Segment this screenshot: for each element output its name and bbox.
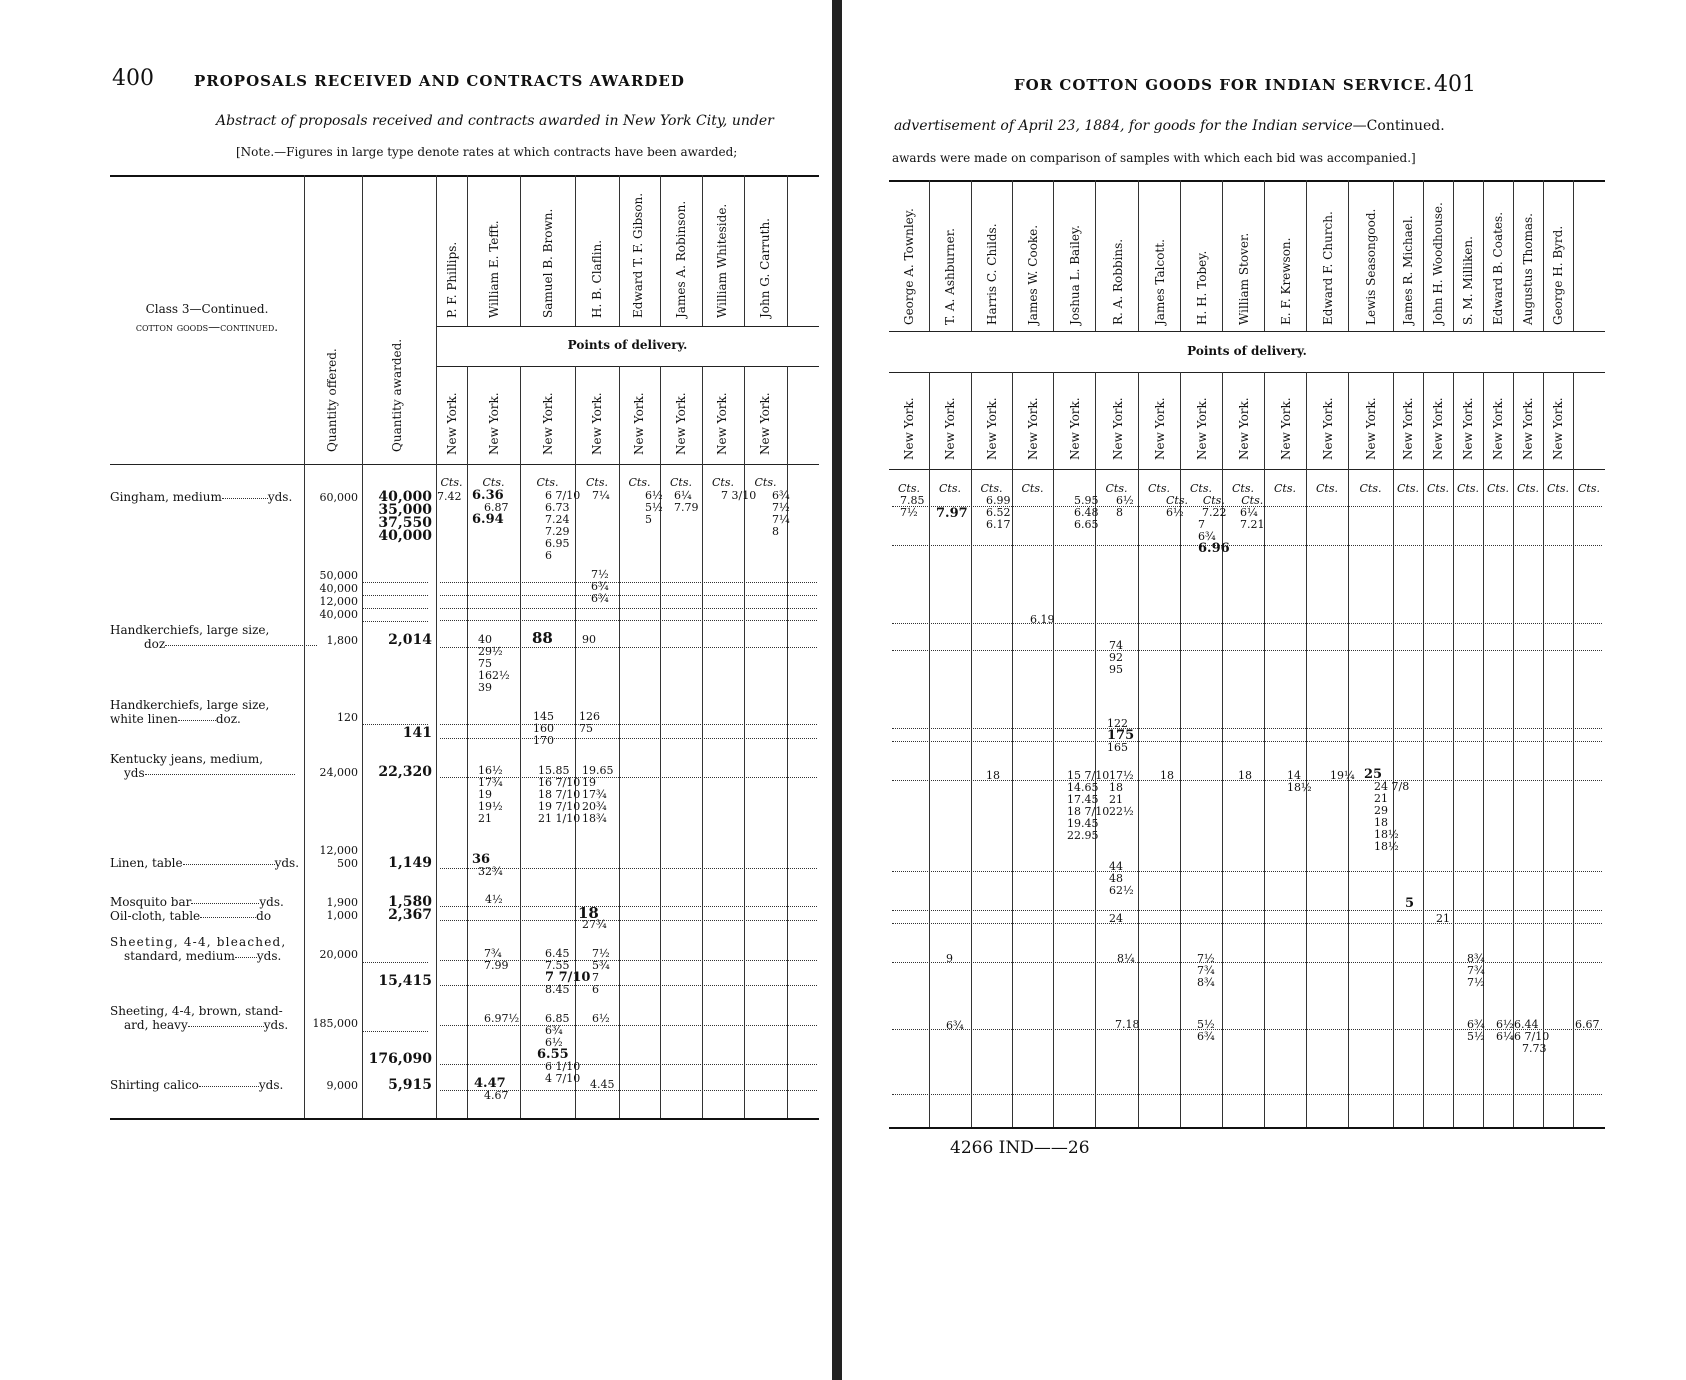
bid-cell: 122 175 165 xyxy=(1107,717,1135,754)
quantity-awarded: 35,000 xyxy=(378,502,432,518)
bid-cell: 19.65 19 17¾ 20¾ 18¾ xyxy=(582,764,614,825)
bid-cell: 7½ 6¾ 6¾ xyxy=(591,568,609,605)
printer-signature: 4266 IND——26 xyxy=(950,1138,1090,1158)
caption: advertisement of April 23, 1884, for goods for the Indian service—Continued. xyxy=(894,118,1445,134)
quantity-offered: 1,800 xyxy=(326,634,358,647)
cents-label: Cts. xyxy=(939,482,961,495)
page-number: 400 xyxy=(112,66,154,91)
left-page: 400 PROPOSALS RECEIVED AND CONTRACTS AWARDED Abstract of proposals received and contracts awarded in New York City, under [Note.—Figures in large type denote rates at which contracts have been awarded; Class 3—Continued. cotton goods—continued. Quantity offered. Quantity awarded. P. F. Phillips. William E. Tefft. Samuel B. Brown. H. B. Claflin. Edward T. F. Gibson. James A. Robinson. William Whiteside. John G. Carruth. Points of delivery. New York. New York. New York. New York. New York. New York. New York. New York. Cts. Cts. Cts. Cts. Cts. Cts. Cts. Cts. Gingham, medium yds. Handkerchiefs, large size, doz Handkerchiefs, large size, white linen doz. Kentucky jeans, medium, yds Linen, table yds. Mosquito bar yds. Oil-cloth, table do Sheeting, 4-4, bleached, standard, medium yds. Sheeting, 4-4, brown, stand- ard, heavy yds. Shirting calico yds. 60,000 50,000 40,000 12,000 40,000 1,800 120 24,000 12,000 500 1,900 1,000 20,000 185,000 9,000 40,000 35,000 37,550 40,000 2,014 141 22,320 1,149 1,580 2,367 15,415 176,090 5,915 7.42 6.36 6.87 6.94 40 29½ 75 162½ 39 16½ 17¾ 19 19½ 21 36 32¾ 4½ 7¾ 7.99 6.97½ 4.47 4.67 6 7/10 6.73 7.24 7.29 6.95 6 88 145 160 170 15.85 16 7/10 18 7/10 19 7/10 21 1/10 6.45 7.55 7 7/10 8.45 6.85 6¾ 6½ 6.55 6 1/10 4 7/10 7¼ 7½ 6¾ 6¾ 90 126 75 19.65 19 17¾ 20¾ 18¾ 18 27¾ 7½ 5¾ 7 6 6½ 4.45 6½ 5½ 5 6¼ 7.79 7 3/10 6¾ 7½ 7¼ 8 xyxy=(0,0,832,1380)
cents-label: Cts. xyxy=(1232,482,1254,495)
bid-value: 6.97½ xyxy=(484,1012,520,1025)
cents-label: Cts. xyxy=(1316,482,1338,495)
item-shirting-calico: Shirting calico yds. xyxy=(110,1078,284,1092)
points-of-delivery: Points of delivery. xyxy=(1187,344,1307,358)
bid-value: 4½ xyxy=(485,893,503,906)
bid-value: 8¼ xyxy=(1117,952,1135,965)
quantity-awarded: 22,320 xyxy=(378,764,432,780)
bid-cell: 6¾ 7½ 7¼ 8 xyxy=(772,489,790,538)
note: awards were made on comparison of samples with which each bid was accompanied.] xyxy=(892,151,1416,165)
quantity-awarded: 176,090 xyxy=(368,1051,432,1067)
bid-cell: 7¾ 7.99 xyxy=(484,947,509,972)
quantity-offered: 9,000 xyxy=(326,1079,358,1092)
quantity-awarded: 2,014 xyxy=(388,632,432,648)
bid-value: 7.18 xyxy=(1115,1018,1140,1031)
item-gingham: Gingham, medium yds. xyxy=(110,490,293,504)
bid-cell: Cts. 6½ xyxy=(1166,494,1188,519)
cents-label: Cts. xyxy=(1427,482,1449,495)
item-kentucky-jeans: Kentucky jeans, medium, yds xyxy=(110,752,295,780)
bid-value: 90 xyxy=(582,633,596,646)
quantity-offered: 1,000 xyxy=(326,909,358,922)
bid-cell: Cts. 7.22 7 6¾ 6.96 xyxy=(1198,494,1230,556)
bid-value: 4.45 xyxy=(590,1078,615,1091)
bid-cell: 74 92 95 xyxy=(1109,639,1123,676)
bid-cell: 5½ 6¾ xyxy=(1197,1018,1215,1043)
bid-value: 18 xyxy=(1238,769,1252,782)
bid-cell: 15 7/10 14.65 17.45 18 7/10 19.45 22.95 xyxy=(1067,769,1110,842)
bid-cell: 17½ 18 21 22½ xyxy=(1109,769,1134,818)
bid-value: 7¼ xyxy=(592,489,610,502)
bid-cell: 40 29½ 75 162½ 39 xyxy=(478,633,510,694)
quantity-awarded: 5,915 xyxy=(388,1077,432,1093)
table-bottom-rule xyxy=(110,1118,819,1120)
bid-value: 7 3/10 xyxy=(721,489,757,502)
bid-value: 6.67 xyxy=(1575,1018,1600,1031)
caption: Abstract of proposals received and contracts awarded in New York City, under xyxy=(216,113,774,129)
bid-cell: 7½ 5¾ 7 6 xyxy=(592,947,610,996)
running-title: FOR COTTON GOODS FOR INDIAN SERVICE. xyxy=(1014,76,1433,94)
bid-cell: 8¾ 7¾ 7½ xyxy=(1467,952,1485,989)
cents-label: Cts. xyxy=(1578,482,1600,495)
quantity-offered: 500 xyxy=(337,857,358,870)
cents-label: Cts. xyxy=(482,476,505,489)
bid-value: 6½ xyxy=(592,1012,610,1025)
cents-label: Cts. xyxy=(1105,482,1128,495)
cents-label: Cts. xyxy=(1547,482,1569,495)
bid-cell: 36 32¾ xyxy=(472,852,503,878)
cents-label: Cts. xyxy=(670,476,692,489)
cents-label: Cts. xyxy=(1487,482,1509,495)
item-mosquito-bar: Mosquito bar yds. xyxy=(110,895,284,909)
right-page: FOR COTTON GOODS FOR INDIAN SERVICE. 401 advertisement of April 23, 1884, for goods for the Indian service—Continued. awards were made on comparison of samples with which each bid was accompanied.] George A. Townley. T. A. Ashburner. Harris C. Childs. James W. Cooke. Joshua L. Bailey. R. A. Robbins. James Talcott. H. H. Tobey. William Stover. E. F. Krewson. Edward F. Church. Lewis Seasongood. James R. Michael. John H. Woodhouse. S. M. Milliken. Edward B. Coates. Augustus Thomas. George H. Byrd. Points of delivery. New York. New York. New York. New York. New York. New York. New York. New York. New York. New York. New York. New York. New York. New York. New York. New York. New York. New York. Cts. Cts. Cts. Cts. Cts. Cts. Cts. Cts. Cts. Cts. Cts. Cts. Cts. Cts. Cts. Cts. Cts. Cts. 7.85 7½ 7.97 9 6¾ 6.99 6.52 6.17 18 6.19 5.95 6.48 6.65 15 7/10 14.65 17.45 18 7/10 19.45 22.95 6½ 8 74 92 95 122 175 165 17½ 18 21 22½ 44 48 62½ 24 8¼ 7.18 Cts. 6½ 18 Cts. 7.22 7 6¾ 6.96 7½ 7¾ 8¾ 5½ 6¾ Cts. 6¼ 7.21 18 14 18½ 19¼ 25 24 7/8 21 29 18 18½ 18½ 5 21 8¾ 7¾ 7½ 6¾ 5½ 6½ 6¼ 6.44 6 7/10 7.73 6.67 4266 IND——26 xyxy=(842,0,1686,1380)
cents-label: Cts. xyxy=(712,476,734,489)
points-of-delivery: Points of delivery. xyxy=(567,338,688,352)
quantity-offered: 24,000 xyxy=(319,766,358,779)
quantity-offered: 20,000 xyxy=(319,948,358,961)
bid-value: 7.42 xyxy=(437,490,462,503)
cents-label: Cts. xyxy=(1397,482,1419,495)
cents-label: Cts. xyxy=(628,476,651,489)
quantity-offered: 50,000 xyxy=(319,569,358,582)
item-sheeting-brown: Sheeting, 4-4, brown, stand- ard, heavy yds. xyxy=(110,1004,289,1032)
pod-rule xyxy=(436,366,819,367)
cents-label: Cts. xyxy=(1148,482,1170,495)
quantity-awarded: 141 xyxy=(402,725,432,741)
quantity-offered: 1,900 xyxy=(326,896,358,909)
bid-cell: 18 27¾ xyxy=(578,904,607,931)
bid-value: 24 xyxy=(1109,912,1123,925)
bid-cell: 6.45 7.55 7 7/10 8.45 xyxy=(545,947,591,996)
note: [Note.—Figures in large type denote rates at which contracts have been awarded; xyxy=(236,145,738,159)
cents-label: Cts. xyxy=(1021,482,1044,495)
bid-cell: 6.44 6 7/10 7.73 xyxy=(1514,1018,1550,1055)
cents-label: Cts. xyxy=(440,476,463,489)
bid-cell: 4.47 4.67 xyxy=(474,1076,509,1102)
bid-value: 18 xyxy=(986,769,1000,782)
quantity-awarded: 37,550 xyxy=(378,515,432,531)
quantity-awarded: 40,000 xyxy=(378,489,432,505)
bid-cell: 6.99 6.52 6.17 xyxy=(986,494,1011,531)
bid-value: 7.97 xyxy=(936,506,968,521)
item-oil-cloth: Oil-cloth, table do xyxy=(110,909,272,923)
quantity-awarded: 40,000 xyxy=(378,528,432,544)
bid-cell: 15.85 16 7/10 18 7/10 19 7/10 21 1/10 xyxy=(538,764,581,825)
bid-cell: 5.95 6.48 6.65 xyxy=(1074,494,1099,531)
cents-label: Cts. xyxy=(1457,482,1479,495)
item-handkerchiefs: Handkerchiefs, large size, doz xyxy=(110,623,317,651)
quantity-offered: 120 xyxy=(337,711,358,724)
bid-cell: 6½ 5½ 5 xyxy=(645,489,663,526)
bid-cell: 7½ 7¾ 8¾ xyxy=(1197,952,1215,989)
quantity-offered: 40,000 xyxy=(319,582,358,595)
cents-label: Cts. xyxy=(898,482,920,495)
table-top-rule xyxy=(110,175,819,177)
item-linen-table: Linen, table yds. xyxy=(110,856,300,870)
cents-label: Cts. xyxy=(586,476,608,489)
quantity-awarded: 2,367 xyxy=(388,907,432,923)
running-title: PROPOSALS RECEIVED AND CONTRACTS AWARDED xyxy=(194,72,685,90)
header-bottom-rule xyxy=(110,464,819,465)
bid-cell: 6½ 8 xyxy=(1116,494,1134,519)
bid-value: 6¾ xyxy=(946,1019,964,1032)
bid-cell: 145 160 170 xyxy=(533,710,554,747)
bid-value: 18 xyxy=(1160,769,1174,782)
bid-value: 19¼ xyxy=(1330,769,1355,782)
cents-label: Cts. xyxy=(1274,482,1296,495)
bidder-rule xyxy=(436,326,819,327)
bid-cell: 7.85 7½ xyxy=(900,494,925,519)
quantity-offered: 40,000 xyxy=(319,608,358,621)
bid-cell: 6.85 6¾ 6½ 6.55 6 1/10 4 7/10 xyxy=(537,1012,581,1085)
bid-value: 9 xyxy=(946,952,953,965)
bid-cell: 6¼ 7.79 xyxy=(674,489,699,514)
page-number: 401 xyxy=(1434,72,1476,97)
bid-cell: 14 18½ xyxy=(1287,769,1312,794)
quantity-offered: 185,000 xyxy=(312,1017,358,1030)
quantity-offered: 12,000 xyxy=(319,844,358,857)
item-handkerchiefs-linen: Handkerchiefs, large size, white linen doz. xyxy=(110,698,270,726)
quantity-awarded: 1,580 xyxy=(388,894,432,910)
cents-label: Cts. xyxy=(1190,482,1212,495)
bid-cell: 126 75 xyxy=(579,710,600,735)
bid-cell: 44 48 62½ xyxy=(1109,860,1134,897)
bid-cell: 6.36 6.87 6.94 xyxy=(472,488,509,527)
class-heading: Class 3—Continued. cotton goods—continued. xyxy=(135,302,279,334)
quantity-awarded: 15,415 xyxy=(378,973,432,989)
bid-cell: Cts. 6¼ 7.21 xyxy=(1240,494,1265,531)
bid-value: 6.19 xyxy=(1030,613,1055,626)
quantity-awarded: 1,149 xyxy=(388,855,432,871)
item-sheeting-bleached: Sheeting, 4-4, bleached, standard, medium yds. xyxy=(110,935,287,963)
cents-label: Cts. xyxy=(1517,482,1539,495)
bid-cell: 6½ 6¼ xyxy=(1496,1018,1514,1043)
bid-cell: 25 24 7/8 21 29 18 18½ 18½ xyxy=(1364,767,1410,853)
bid-cell: 6 7/10 6.73 7.24 7.29 6.95 6 xyxy=(545,489,581,562)
cents-label: Cts. xyxy=(754,476,777,489)
bid-value: 21 xyxy=(1436,912,1450,925)
bid-cell: 6¾ 5½ xyxy=(1467,1018,1485,1043)
cents-label: Cts. xyxy=(536,476,559,489)
quantity-offered: 60,000 xyxy=(319,491,358,504)
bid-value: 88 xyxy=(532,629,553,647)
bid-cell: 16½ 17¾ 19 19½ 21 xyxy=(478,764,503,825)
cents-label: Cts. xyxy=(1359,482,1382,495)
quantity-offered: 12,000 xyxy=(319,595,358,608)
bid-value: 5 xyxy=(1405,896,1415,911)
cents-label: Cts. xyxy=(980,482,1003,495)
